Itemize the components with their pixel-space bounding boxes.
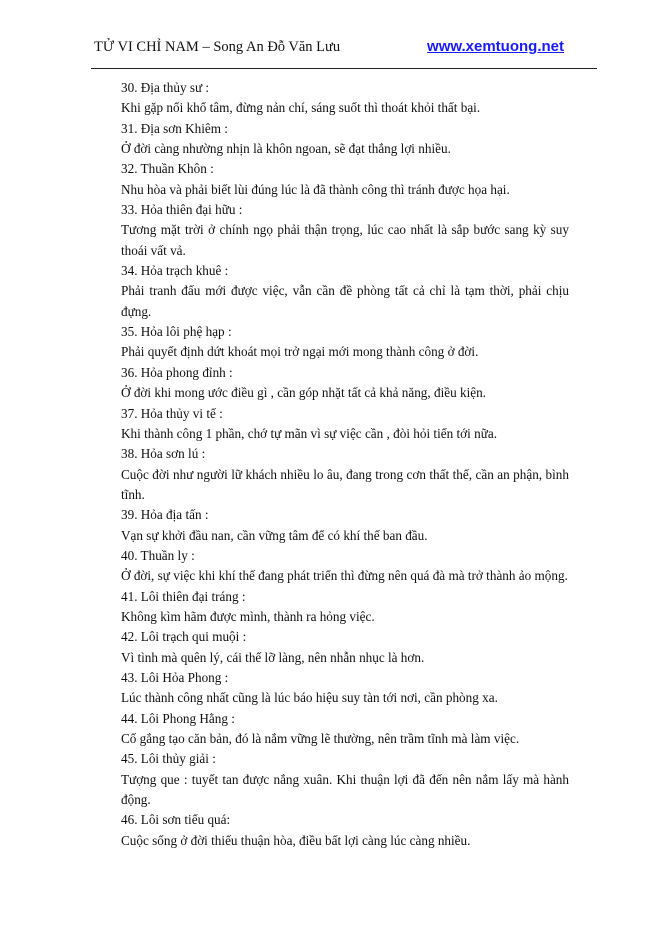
header-title: TỬ VI CHỈ NAM – Song An Đỗ Văn Lưu [94, 39, 341, 55]
page-header [94, 39, 564, 61]
entry-title: 35. Hỏa lôi phệ hạp : [121, 324, 232, 340]
document-body [121, 78, 569, 851]
entry-title: 46. Lôi sơn tiểu quá: [121, 812, 231, 828]
entry-38 [121, 444, 569, 505]
entry-text: Cuộc sống ở đời thiếu thuận hòa, điều bất lợi càng lúc càng nhiều. [121, 832, 471, 848]
entry-text: Khi gặp nổi khổ tâm, đừng nản chí, sáng suốt thì thoát khỏi thất bại. [121, 100, 481, 116]
entry-text: Cố gắng tạo căn bản, đó là nắm vững lẽ thường, nên trầm tĩnh mà làm việc. [121, 731, 520, 746]
entry-title: 36. Hỏa phong đỉnh : [121, 364, 233, 380]
entry-30 [121, 78, 569, 119]
entry-text: Phải quyết định dứt khoát mọi trở ngại mới mong thành công ở đời. [121, 344, 479, 360]
entry-title: 45. Lôi thủy giải : [121, 751, 216, 767]
entry-title: 33. Hỏa thiên đại hữu : [121, 202, 243, 218]
entry-title: 39. Hỏa địa tấn : [121, 507, 209, 523]
entry-37 [121, 404, 569, 445]
entry-title: 40. Thuần ly : [121, 547, 195, 563]
entry-title: 42. Lôi trạch qui muội : [121, 629, 247, 645]
entry-text: Vạn sự khởi đầu nan, cần vững tâm để có khí thế ban đầu. [121, 527, 428, 543]
entry-text: Phải tranh đấu mới được việc, vẫn cần đề phòng tất cả chỉ là tạm thời, phải chịu đựng. [121, 283, 569, 319]
entry-text: Lúc thành công nhất cũng là lúc báo hiệu suy tàn tới nơi, cần phòng xa. [121, 690, 498, 706]
entry-title: 38. Hỏa sơn lú : [121, 446, 206, 462]
entry-33 [121, 200, 569, 261]
entry-41 [121, 587, 569, 628]
entry-39 [121, 505, 569, 546]
entry-32 [121, 159, 569, 200]
entry-text: Cuộc đời như người lữ khách nhiều lo âu, đang trong cơn thất thế, cần an phận, bình tĩnh. [121, 466, 569, 502]
website-link[interactable]: www.xemtuong.net [427, 38, 564, 55]
entry-46 [121, 810, 569, 851]
entry-text: Ở đời khi mong ước điều gì , cần góp nhặt tất cả khả năng, điều kiện. [121, 385, 486, 401]
entry-40 [121, 546, 569, 587]
entry-title: 41. Lôi thiên đại tráng : [121, 588, 246, 604]
header-divider [91, 68, 597, 69]
entry-35 [121, 322, 569, 363]
entry-title: 31. Địa sơn Khiêm : [121, 120, 228, 136]
entry-42 [121, 627, 569, 668]
entry-36 [121, 363, 569, 404]
entry-45 [121, 749, 569, 810]
entry-34 [121, 261, 569, 322]
entry-title: 34. Hỏa trạch khuê : [121, 263, 229, 279]
entry-text: Tương mặt trời ở chính ngọ phải thận trọng, lúc cao nhất là sắp bước sang kỳ suy thoái vất vả. [121, 222, 569, 258]
entry-text: Nhu hòa và phải biết lùi đúng lúc là đã thành công thì tránh được họa hại. [121, 181, 510, 197]
entry-title: 32. Thuần Khôn : [121, 161, 214, 177]
entry-text: Ở đời càng nhường nhịn là khôn ngoan, sẽ đạt thắng lợi nhiều. [121, 141, 451, 157]
entry-title: 43. Lôi Hỏa Phong : [121, 669, 229, 685]
entry-text: Tượng que : tuyết tan được nắng xuân. Khi thuận lợi đã đến nên nắm lấy mà hành động. [121, 771, 569, 808]
entry-31 [121, 119, 569, 160]
entry-title: 37. Hỏa thủy vi tế : [121, 405, 223, 421]
entry-text: Ở đời, sự việc khi khí thế đang phát triển thì đừng nên quá đà mà trở thành ảo mộng. [121, 568, 568, 584]
entry-title: 30. Địa thủy sư : [121, 80, 210, 95]
entry-text: Khi thành công 1 phần, chớ tự mãn vì sự việc cần , đòi hỏi tiến tới nữa. [121, 425, 497, 441]
entry-44 [121, 709, 569, 750]
entry-text: Không kìm hãm được mình, thành ra hỏng việc. [121, 608, 375, 624]
entry-43 [121, 668, 569, 709]
entry-title: 44. Lôi Phong Hằng : [121, 710, 235, 726]
entry-text: Vì tình mà quên lý, cái thế lỡ làng, nên nhẫn nhục là hơn. [121, 649, 425, 665]
